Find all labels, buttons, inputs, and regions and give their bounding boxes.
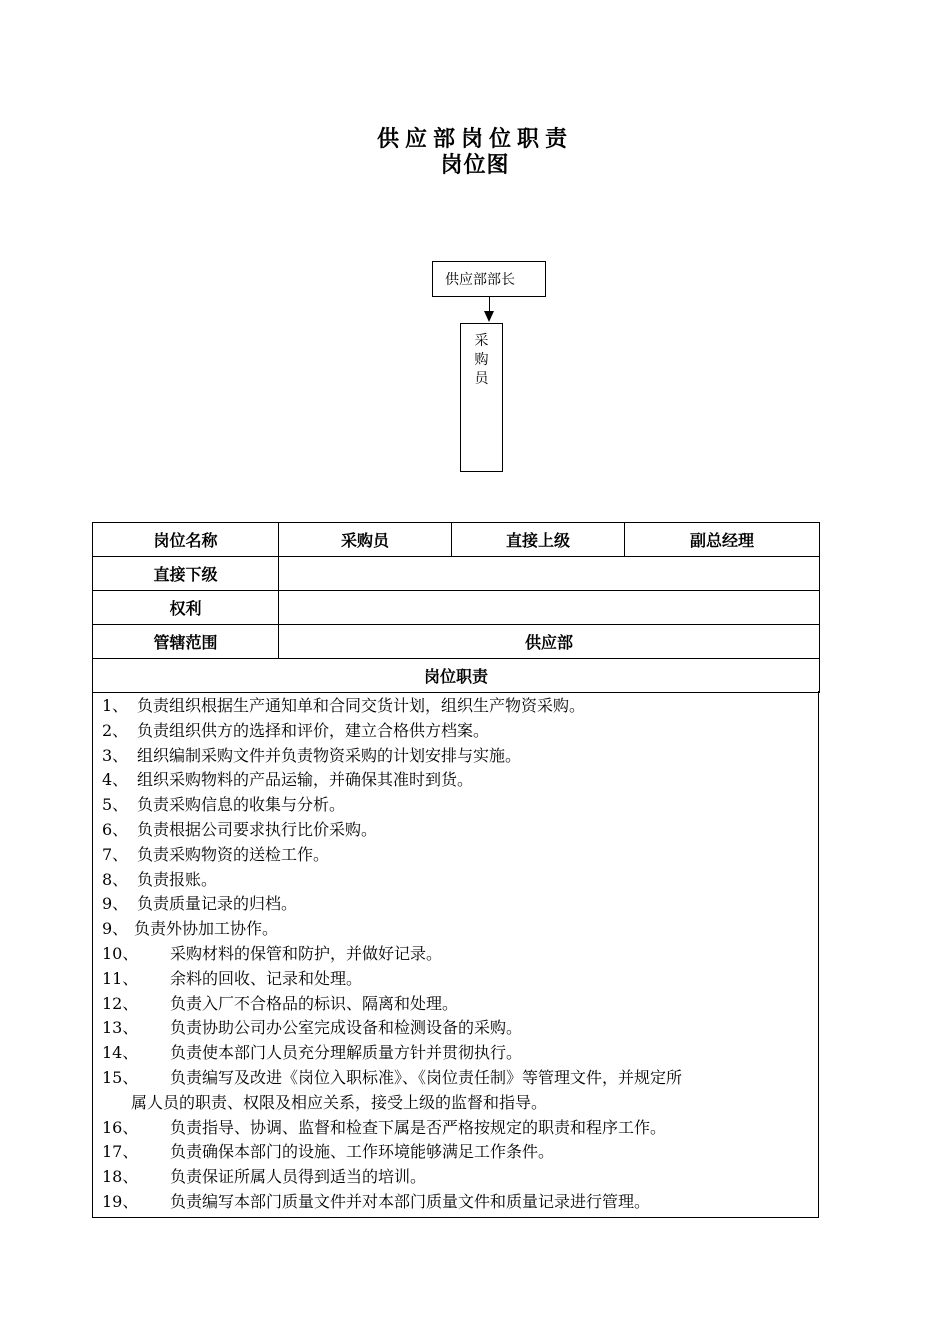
table-row — [93, 523, 820, 557]
duty-number: 4、 — [102, 770, 129, 790]
duty-number: 2、 — [102, 720, 129, 740]
duty-item — [102, 1016, 522, 1041]
label-direct-subordinate: 直接下级 — [93, 557, 279, 591]
duty-item — [102, 744, 521, 769]
table-row — [93, 557, 820, 591]
duty-text: 负责报账。 — [137, 869, 218, 889]
duty-text: 负责协助公司办公室完成设备和检测设备的采购。 — [170, 1018, 523, 1038]
duty-item — [102, 768, 473, 793]
label-rights: 权利 — [93, 591, 279, 625]
duty-number: 9、 — [102, 894, 129, 914]
duty-text: 组织采购物料的产品运输，并确保其准时到货。 — [137, 770, 474, 790]
duty-item — [102, 1190, 650, 1215]
duty-number: 3、 — [102, 745, 129, 765]
duty-number: 13、 — [102, 1018, 139, 1038]
duty-item — [102, 992, 458, 1017]
duty-item — [102, 917, 278, 942]
duty-text: 负责外协加工协作。 — [134, 919, 279, 939]
duty-text: 采购材料的保管和防护，并做好记录。 — [170, 944, 443, 963]
duty-item — [102, 868, 217, 893]
duty-text: 负责保证所属人员得到适当的培训。 — [170, 1167, 427, 1187]
duty-text: 负责使本部门人员充分理解质量方针并贯彻执行。 — [170, 1043, 523, 1063]
duty-item — [102, 892, 297, 917]
duty-text: 余料的回收、记录和处理。 — [170, 968, 363, 988]
value-job-title: 采购员 — [279, 523, 452, 557]
duty-item — [102, 1116, 666, 1141]
org-box-purchaser — [460, 323, 503, 472]
duty-item — [102, 1165, 426, 1190]
duty-text: 负责编写本部门质量文件并对本部门质量文件和质量记录进行管理。 — [170, 1192, 651, 1211]
duty-number: 10、 — [102, 944, 139, 963]
duty-item — [102, 843, 329, 868]
duty-number: 16、 — [102, 1117, 139, 1137]
duty-text: 组织编制采购文件并负责物资采购的计划安排与实施。 — [137, 745, 522, 765]
duty-number: 14、 — [102, 1043, 139, 1063]
duty-number: 18、 — [102, 1167, 139, 1187]
duty-number: 19、 — [102, 1192, 139, 1211]
duty-number: 6、 — [102, 820, 129, 839]
duty-number: 9、 — [102, 919, 129, 939]
duty-text: 负责入厂不合格品的标识、隔离和处理。 — [170, 993, 459, 1013]
arrow-down-icon — [484, 311, 494, 322]
duty-item — [102, 942, 442, 967]
value-direct-superior: 副总经理 — [625, 523, 820, 557]
duty-number: 12、 — [102, 993, 139, 1013]
duty-number: 1、 — [102, 696, 129, 715]
duty-text: 负责组织供方的选择和评价，建立合格供方档案。 — [137, 720, 490, 740]
table-row — [93, 591, 820, 625]
duty-item — [102, 1041, 522, 1066]
value-direct-subordinate — [279, 557, 820, 591]
duty-text: 负责质量记录的归档。 — [137, 894, 298, 914]
duty-item — [102, 1140, 554, 1165]
duty-text-continued: 属人员的职责、权限及相应关系，接受上级的监督和指导。 — [131, 1092, 548, 1112]
table-row — [93, 625, 820, 659]
duty-text: 负责指导、协调、监督和检查下属是否严格按规定的职责和程序工作。 — [170, 1117, 667, 1137]
duty-item — [102, 967, 362, 992]
duties-header: 岗位职责 — [93, 659, 820, 693]
value-rights — [279, 591, 820, 625]
org-box-supply-head: 供应部部长 — [432, 261, 546, 297]
table-row — [93, 659, 820, 693]
label-jurisdiction: 管辖范围 — [93, 625, 279, 659]
duty-number: 15、 — [102, 1068, 139, 1087]
page-subtitle: 岗位图 — [440, 153, 510, 178]
duty-number: 5、 — [102, 795, 129, 815]
duty-text: 负责根据公司要求执行比价采购。 — [137, 820, 378, 839]
label-direct-superior: 直接上级 — [452, 523, 625, 557]
org-box-char: 采 — [474, 333, 489, 349]
duty-text: 负责确保本部门的设施、工作环境能够满足工作条件。 — [170, 1142, 555, 1162]
value-jurisdiction: 供应部 — [279, 625, 820, 659]
duty-text: 负责编写及改进《岗位入职标准》、《岗位责任制》等管理文件，并规定所 — [170, 1068, 683, 1087]
duty-text: 负责采购信息的收集与分析。 — [137, 795, 346, 815]
org-connector-line — [489, 297, 490, 312]
duty-number: 17、 — [102, 1142, 139, 1162]
duty-item — [102, 793, 345, 818]
duty-item — [102, 818, 377, 843]
duty-text: 负责组织根据生产通知单和合同交货计划，组织生产物资采购。 — [137, 696, 586, 715]
org-box-char: 购 — [474, 352, 489, 368]
duty-number: 7、 — [102, 844, 129, 864]
org-box-char: 员 — [474, 371, 489, 387]
page-title: 供应部岗位职责 — [376, 127, 573, 152]
duty-item — [102, 1066, 682, 1091]
job-info-table — [92, 522, 820, 693]
duty-number: 8、 — [102, 869, 129, 889]
duties-list — [92, 691, 819, 1218]
duty-item — [102, 694, 585, 719]
duty-number: 11、 — [102, 968, 139, 988]
duty-item — [102, 719, 489, 744]
duty-text: 负责采购物资的送检工作。 — [137, 844, 330, 864]
label-job-title: 岗位名称 — [93, 523, 279, 557]
